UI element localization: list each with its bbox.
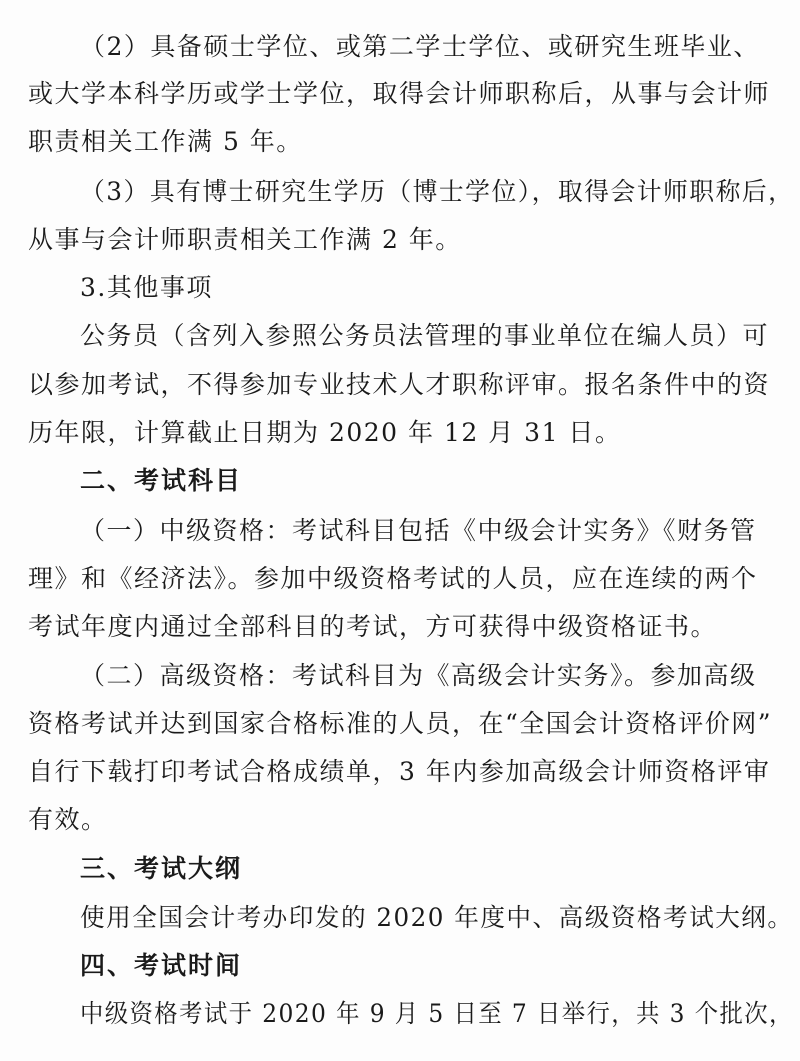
paragraph-line: 以参加考试，不得参加专业技术人才职称评审。报名条件中的资 (28, 370, 771, 399)
paragraph-line: 历年限，计算截止日期为 2020 年 12 月 31 日。 (28, 418, 622, 447)
section-heading: 二、考试科目 (80, 466, 243, 495)
paragraph-line: 或大学本科学历或学士学位，取得会计师职称后，从事与会计师 (28, 79, 771, 108)
paragraph-line: 有效。 (28, 805, 108, 834)
paragraph-line: 理》和《经济法》。参加中级资格考试的人员，应在连续的两个 (28, 564, 758, 593)
paragraph-line: 考试年度内通过全部科目的考试，方可获得中级资格证书。 (28, 612, 718, 641)
paragraph-line: （二）高级资格：考试科目为《高级会计实务》。参加高级 (80, 661, 757, 690)
section-heading: 四、考试时间 (80, 951, 243, 980)
paragraph-line: （3）具有博士研究生学历（博士学位），取得会计师职称后， (80, 177, 795, 206)
section-heading: 三、考试大纲 (80, 854, 243, 883)
paragraph-line: 职责相关工作满 5 年。 (28, 127, 303, 156)
paragraph-line: （2）具备硕士学位、或第二学士学位、或研究生班毕业、 (80, 32, 760, 61)
paragraph-line: 自行下载打印考试合格成绩单，3 年内参加高级会计师资格评审 (28, 757, 771, 786)
paragraph-line: 中级资格考试于 2020 年 9 月 5 日至 7 日举行，共 3 个批次， (80, 999, 794, 1028)
subsection-heading: 3.其他事项 (80, 273, 213, 302)
paragraph-line: 公务员（含列入参照公务员法管理的事业单位在编人员）可 (80, 321, 770, 350)
paragraph-line: 从事与会计师职责相关工作满 2 年。 (28, 225, 462, 254)
paragraph-line: 资格考试并达到国家合格标准的人员，在“全国会计资格评价网” (28, 709, 773, 738)
paragraph-line: （一）中级资格：考试科目包括《中级会计实务》《财务管 (80, 516, 757, 545)
paragraph-line: 使用全国会计考办印发的 2020 年度中、高级资格考试大纲。 (80, 903, 794, 932)
